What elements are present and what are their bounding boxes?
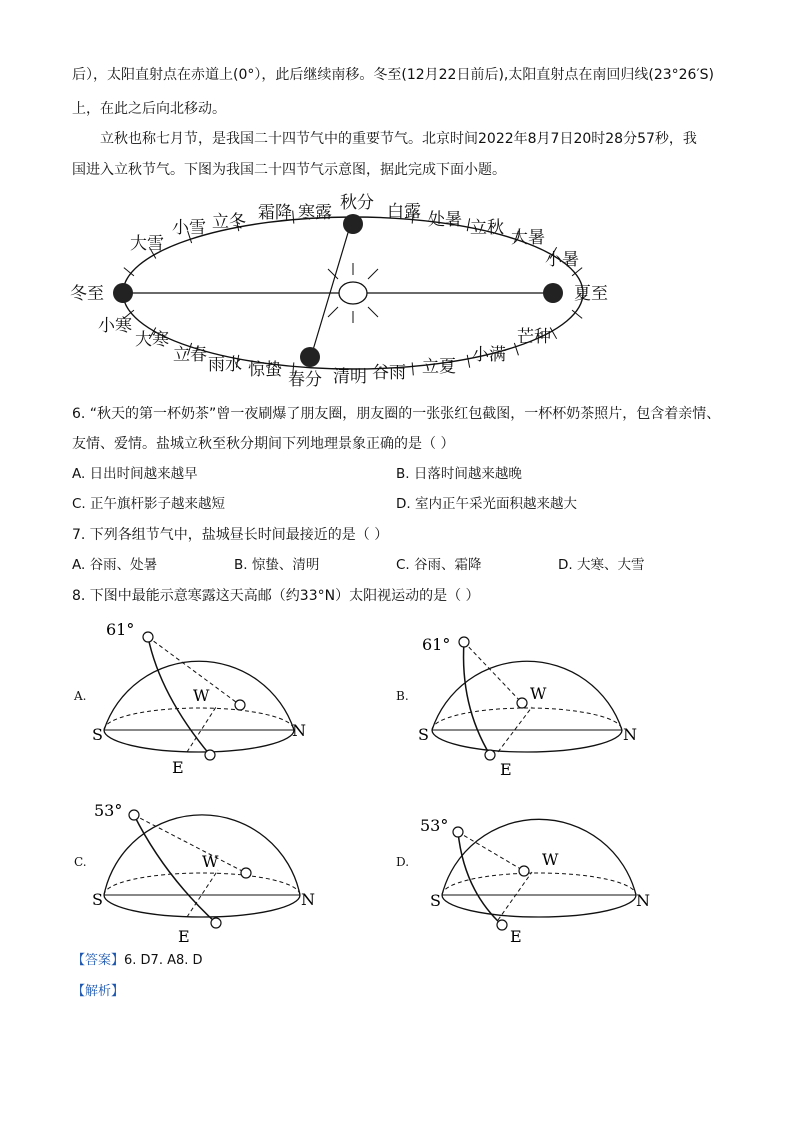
intro-line-1: 后），太阳直射点在赤道上(0°），此后继续南移。冬至(12月22日前后),太阳直射点在南回归线(23°26′S) (72, 67, 714, 83)
solar-terms-diagram (60, 185, 640, 395)
term-chunfen: 春分 (288, 370, 322, 390)
spring-equinox-point (300, 347, 320, 367)
intro-line-2: 上，在此之后向北移动。 (72, 101, 226, 117)
answer-line (72, 951, 203, 971)
q8-a-angle: 61° (106, 620, 135, 639)
term-chushu: 处暑 (428, 210, 462, 230)
term-hanlu: 寒露 (298, 203, 332, 223)
winter-solstice-point (113, 283, 133, 303)
q8-b-w: W (530, 684, 547, 703)
q8-diagram-c (90, 780, 320, 945)
passage-line-1: 立秋也称七月节，是我国二十四节气中的重要节气。北京时间2022年8月7日20时28分57秒，我 (100, 131, 697, 147)
q8-d-w: W (542, 850, 559, 869)
q8-b-angle: 61° (422, 635, 451, 654)
q6-option-b: B. 日落时间越来越晚 (396, 466, 522, 482)
autumn-equinox-point (343, 214, 363, 234)
q7-option-b: B. 惊蛰、清明 (234, 557, 320, 573)
term-jingzhe: 惊蛰 (248, 360, 282, 380)
term-lidong: 立冬 (212, 212, 246, 232)
term-lichun: 立春 (173, 345, 207, 365)
answer-tag: 【答案】 (72, 953, 125, 968)
q8-c-w: W (202, 852, 219, 871)
term-guyu: 谷雨 (372, 363, 406, 383)
passage-line-2: 国进入立秋节气。下图为我国二十四节气示意图，据此完成下面小题。 (72, 162, 506, 178)
q8-diagram-a (90, 615, 320, 780)
q8-diagram-b (418, 615, 648, 780)
q8-option-d-label: D. (396, 855, 410, 869)
term-qiufen: 秋分 (340, 193, 374, 213)
q8-option-a-label: A. (74, 689, 87, 703)
q7-option-a: A. 谷雨、处暑 (72, 557, 158, 573)
q8-c-angle: 53° (94, 801, 123, 820)
q8-diagram-d (418, 780, 648, 945)
term-daxue: 大雪 (130, 234, 164, 254)
q8-a-n: N (292, 721, 306, 740)
term-dongzhi: 冬至 (70, 284, 104, 304)
term-lixia: 立夏 (422, 357, 456, 377)
term-tick (467, 355, 469, 368)
q7-option-c: C. 谷雨、霜降 (396, 557, 482, 573)
term-qingming: 清明 (333, 367, 367, 387)
term-xiaoshu: 小暑 (545, 250, 579, 270)
analysis-tag: 【解析】 (72, 984, 125, 999)
q8-a-w: W (193, 686, 210, 705)
term-liqiu: 立秋 (470, 218, 504, 238)
q8-d-angle: 53° (420, 816, 449, 835)
q8-c-e: E (178, 927, 190, 946)
q7-option-d: D. 大寒、大雪 (558, 557, 645, 573)
term-yushui: 雨水 (208, 355, 242, 375)
term-xiazhi: 夏至 (574, 284, 608, 304)
term-xiaoxue: 小雪 (172, 218, 206, 238)
q8-a-s: S (92, 725, 103, 744)
term-mangzhong: 芒种 (517, 327, 551, 347)
q8-a-e: E (172, 758, 184, 777)
q8-option-c-label: C. (74, 855, 87, 869)
term-xiaoman: 小满 (472, 345, 506, 365)
q8-b-n: N (623, 725, 637, 744)
summer-solstice-point (543, 283, 563, 303)
term-tick (412, 362, 413, 375)
q6-option-c: C. 正午旗杆影子越来越短 (72, 496, 226, 512)
sun-icon (339, 282, 367, 304)
answer-text: 6. D7. A8. D (124, 953, 203, 968)
q8-option-b-label: B. (396, 689, 409, 703)
term-dashu: 大暑 (511, 228, 545, 248)
q8-b-s: S (418, 725, 429, 744)
q6-stem-1: 6. “秋天的第一杯奶茶”曾一夜刷爆了朋友圈，朋友圈的一张张红包截图，一杯杯奶茶照片，包含着亲情、 (72, 406, 721, 422)
q6-option-d: D. 室内正午采光面积越来越大 (396, 496, 577, 512)
q8-b-e: E (500, 760, 512, 779)
q8-c-s: S (92, 890, 103, 909)
term-xiaohan: 小寒 (98, 316, 132, 336)
q7-stem: 7. 下列各组节气中，盐城昼长时间最接近的是（ ） (72, 527, 389, 543)
term-shuangjiang: 霜降 (258, 203, 292, 223)
q8-d-e: E (510, 927, 522, 946)
q8-stem: 8. 下图中最能示意寒露这天高邮（约33°N）太阳视运动的是（ ） (72, 588, 480, 604)
q6-stem-2: 友情、爱情。盐城立秋至秋分期间下列地理景象正确的是（ ） (72, 436, 455, 452)
q6-option-a: A. 日出时间越来越早 (72, 466, 198, 482)
q8-c-n: N (301, 890, 315, 909)
q8-d-n: N (636, 891, 650, 910)
term-tick (293, 211, 294, 224)
q8-d-s: S (430, 891, 441, 910)
term-dahan: 大寒 (135, 330, 169, 350)
term-bailu: 白露 (387, 202, 421, 222)
